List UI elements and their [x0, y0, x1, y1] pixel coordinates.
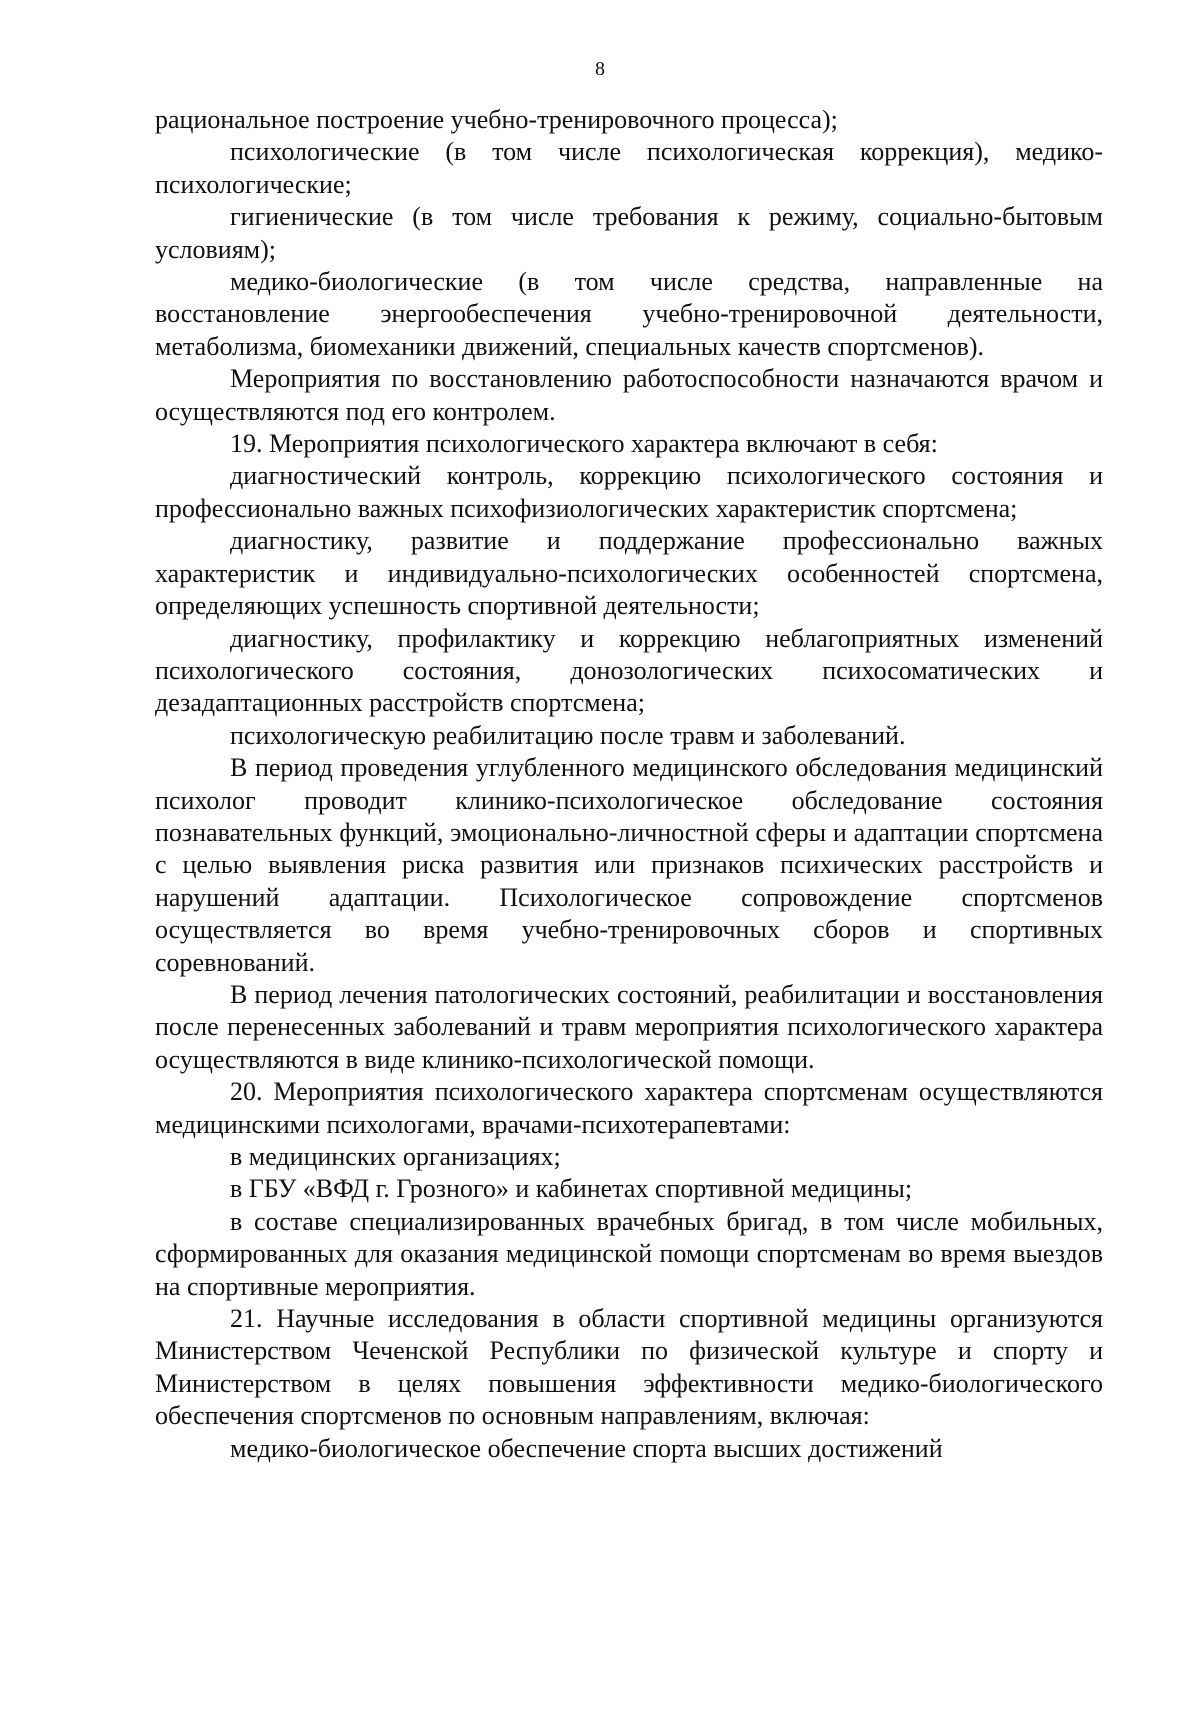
- paragraph-item-20: 20. Мероприятия психологического характера спортсменам осуществляются медицинскими психологами, врачами-психотерапевтами:: [155, 1077, 1103, 1139]
- paragraph-treatment-period: В период лечения патологических состояний, реабилитации и восстановления после перенесенных заболеваний и травм мероприятия психологического характера осуществляются в виде клинико-психологической помощи.: [155, 979, 1103, 1074]
- paragraph-item-21: 21. Научные исследования в области спортивной медицины организуются Министерством Чеченской Республики по физической культуре и спорту и Министерством в целях повышения эффективности медико-биологического обеспечения спортсменов по основным направлениям, включая:: [155, 1304, 1103, 1431]
- paragraph-psychological-measures: психологические (в том числе психологическая коррекция), медико-психологические;: [155, 137, 1103, 199]
- paragraph-in-depth-examination: В период проведения углубленного медицинского обследования медицинский психолог проводит клинико-психологическое обследование состояния познавательных функций, эмоционально-личностной сферы и адаптации спортсмена с целью выявления риска развития или признаков психических расстройств и нарушений адаптации. Психологическое сопровождение спортсменов осуществляется во время учебно-тренировочных сборов и спортивных соревнований.: [155, 753, 1103, 977]
- paragraph-recovery-control: Мероприятия по восстановлению работоспособности назначаются врачом и осуществляются под его контролем.: [155, 364, 1103, 426]
- paragraph-mobile-brigades: в составе специализированных врачебных бригад, в том числе мобильных, сформированных для оказания медицинской помощи спортсменам во время выездов на спортивные мероприятия.: [155, 1206, 1103, 1301]
- paragraph-item-19: 19. Мероприятия психологического характера включают в себя:: [230, 429, 938, 459]
- paragraph-diagnostics-development: диагностику, развитие и поддержание профессионально важных характеристик и индивидуально-психологических особенностей спортсмена, определяющих успешность спортивной деятельности;: [155, 526, 1103, 621]
- paragraph-diagnostic-control: диагностический контроль, коррекцию психологического состояния и профессионально важных психофизиологических характеристик спортсмена;: [155, 461, 1103, 523]
- paragraph-gbu-vfd: в ГБУ «ВФД г. Грозного» и кабинетах спортивной медицины;: [230, 1174, 913, 1204]
- paragraph-prevention-correction: диагностику, профилактику и коррекцию неблагоприятных изменений психологического состояния, донозологических психосоматических и дезадаптационных расстройств спортсмена;: [155, 623, 1103, 718]
- paragraph-rehabilitation: психологическую реабилитацию после травм и заболеваний.: [230, 720, 906, 750]
- paragraph-medical-organizations: в медицинских организациях;: [230, 1142, 561, 1171]
- paragraph-continuation: рациональное построение учебно-тренировочного процесса);: [155, 105, 838, 134]
- paragraph-medico-biological-measures: медико-биологические (в том числе средства, направленные на восстановление энергообеспечения учебно-тренировочной деятельности, метаболизма, биомеханики движений, специальных качеств спортсменов).: [155, 267, 1103, 361]
- paragraph-high-performance-sport: медико-биологическое обеспечение спорта высших достижений: [230, 1433, 943, 1463]
- page-number: 8: [595, 58, 605, 80]
- paragraph-hygienic-measures: гигиенические (в том числе требования к режиму, социально-бытовым условиям);: [155, 202, 1103, 264]
- document-body: [155, 104, 1103, 1465]
